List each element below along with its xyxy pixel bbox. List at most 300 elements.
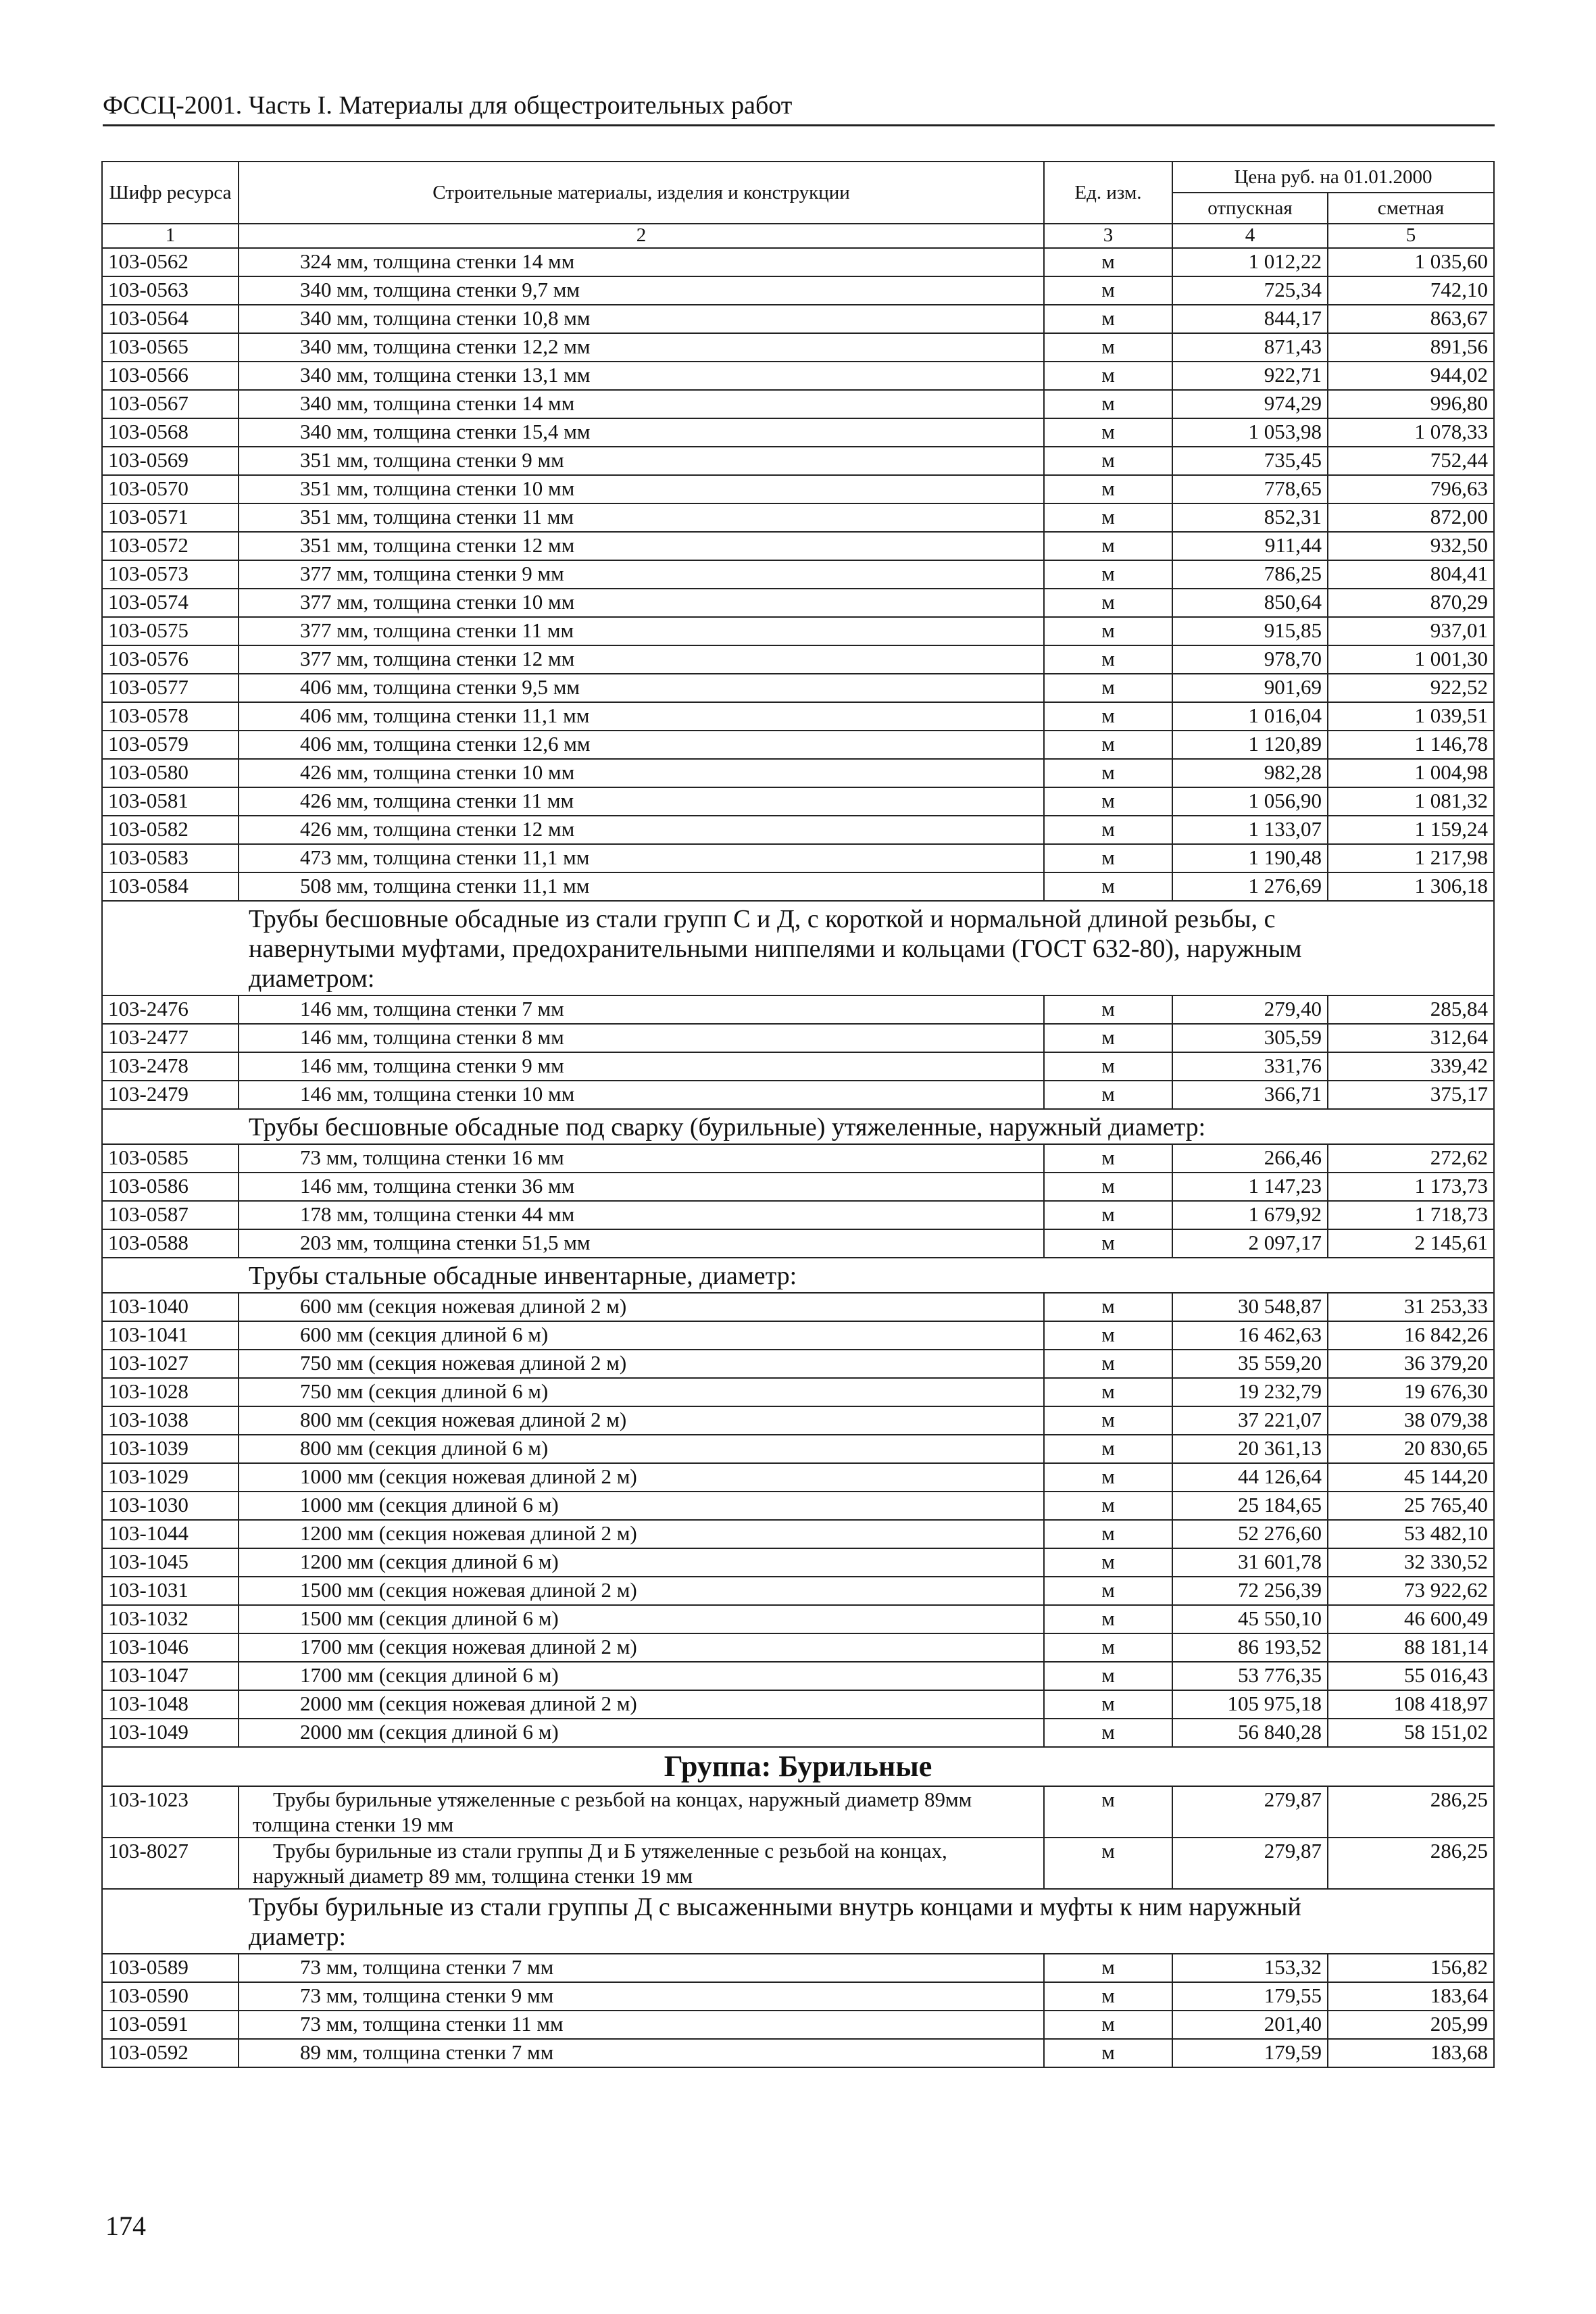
unit-cell: м bbox=[1044, 1982, 1172, 2011]
release-price: 725,34 bbox=[1172, 276, 1328, 305]
col-header-price: Цена руб. на 01.01.2000 bbox=[1172, 162, 1494, 193]
resource-code: 103-1032 bbox=[102, 1605, 239, 1633]
release-price: 37 221,07 bbox=[1172, 1406, 1328, 1435]
material-name: 89 мм, толщина стенки 7 мм bbox=[239, 2039, 1044, 2067]
estimate-price: 1 039,51 bbox=[1328, 702, 1494, 731]
release-price: 2 097,17 bbox=[1172, 1229, 1328, 1258]
estimate-price: 1 004,98 bbox=[1328, 759, 1494, 787]
resource-code: 103-0590 bbox=[102, 1982, 239, 2011]
table-row bbox=[102, 305, 1494, 333]
estimate-price: 58 151,02 bbox=[1328, 1719, 1494, 1747]
section-heading: Трубы стальные обсадные инвентарные, диаметр: bbox=[102, 1258, 1494, 1293]
table-row bbox=[102, 390, 1494, 418]
release-price: 911,44 bbox=[1172, 532, 1328, 560]
table-row bbox=[102, 1321, 1494, 1350]
resource-code: 103-0567 bbox=[102, 390, 239, 418]
col-header-release: отпускная bbox=[1172, 193, 1328, 224]
material-name: 426 мм, толщина стенки 12 мм bbox=[239, 816, 1044, 844]
release-price: 279,40 bbox=[1172, 995, 1328, 1024]
col-number-4: 4 bbox=[1172, 224, 1328, 248]
unit-cell: м bbox=[1044, 305, 1172, 333]
release-price: 20 361,13 bbox=[1172, 1435, 1328, 1463]
release-price: 1 133,07 bbox=[1172, 816, 1328, 844]
release-price: 871,43 bbox=[1172, 333, 1328, 362]
material-name: 178 мм, толщина стенки 44 мм bbox=[239, 1201, 1044, 1229]
release-price: 305,59 bbox=[1172, 1024, 1328, 1052]
material-name: 600 мм (секция ножевая длиной 2 м) bbox=[239, 1293, 1044, 1321]
resource-code: 103-1048 bbox=[102, 1690, 239, 1719]
estimate-price: 16 842,26 bbox=[1328, 1321, 1494, 1350]
unit-cell: м bbox=[1044, 589, 1172, 617]
price-table bbox=[101, 161, 1495, 2068]
estimate-price: 19 676,30 bbox=[1328, 1378, 1494, 1406]
release-price: 778,65 bbox=[1172, 475, 1328, 503]
release-price: 1 147,23 bbox=[1172, 1173, 1328, 1201]
col-number-3: 3 bbox=[1044, 224, 1172, 248]
unit-cell: м bbox=[1044, 1173, 1172, 1201]
section-heading: Трубы бесшовные обсадные под сварку (бурильные) утяжеленные, наружный диаметр: bbox=[102, 1109, 1494, 1144]
table-row bbox=[102, 1577, 1494, 1605]
table-row bbox=[102, 1052, 1494, 1081]
material-name: 406 мм, толщина стенки 11,1 мм bbox=[239, 702, 1044, 731]
table-row bbox=[102, 1954, 1494, 1982]
release-price: 72 256,39 bbox=[1172, 1577, 1328, 1605]
unit-cell: м bbox=[1044, 1024, 1172, 1052]
estimate-price: 1 078,33 bbox=[1328, 418, 1494, 447]
estimate-price: 1 217,98 bbox=[1328, 844, 1494, 872]
unit-cell: м bbox=[1044, 1520, 1172, 1548]
estimate-price: 1 081,32 bbox=[1328, 787, 1494, 816]
estimate-price: 944,02 bbox=[1328, 362, 1494, 390]
table-row bbox=[102, 844, 1494, 872]
resource-code: 103-0592 bbox=[102, 2039, 239, 2067]
table-row bbox=[102, 1293, 1494, 1321]
section-heading: Трубы бесшовные обсадные из стали групп С и Д, с короткой и нормальной длиной резьбы, с навернутыми муфтами, предохранительными ниппелями и кольцами (ГОСТ 632-80), наружным диаметром: bbox=[102, 901, 1494, 995]
resource-code: 103-1040 bbox=[102, 1293, 239, 1321]
resource-code: 103-0586 bbox=[102, 1173, 239, 1201]
estimate-price: 286,25 bbox=[1328, 1786, 1494, 1838]
estimate-price: 339,42 bbox=[1328, 1052, 1494, 1081]
table-row bbox=[102, 1690, 1494, 1719]
table-row bbox=[102, 1173, 1494, 1201]
column-number-row bbox=[102, 224, 1494, 248]
estimate-price: 183,68 bbox=[1328, 2039, 1494, 2067]
group-row bbox=[102, 1747, 1494, 1786]
material-name: 73 мм, толщина стенки 16 мм bbox=[239, 1144, 1044, 1173]
table-row bbox=[102, 1378, 1494, 1406]
table-row bbox=[102, 1081, 1494, 1109]
col-number-1: 1 bbox=[102, 224, 239, 248]
unit-cell: м bbox=[1044, 333, 1172, 362]
material-name: 340 мм, толщина стенки 15,4 мм bbox=[239, 418, 1044, 447]
unit-cell: м bbox=[1044, 1144, 1172, 1173]
table-row bbox=[102, 2011, 1494, 2039]
release-price: 153,32 bbox=[1172, 1954, 1328, 1982]
material-name: 750 мм (секция ножевая длиной 2 м) bbox=[239, 1350, 1044, 1378]
estimate-price: 1 035,60 bbox=[1328, 248, 1494, 276]
unit-cell: м bbox=[1044, 248, 1172, 276]
unit-cell: м bbox=[1044, 1201, 1172, 1229]
material-name: 73 мм, толщина стенки 7 мм bbox=[239, 1954, 1044, 1982]
section-row bbox=[102, 1109, 1494, 1144]
estimate-price: 752,44 bbox=[1328, 447, 1494, 475]
material-name: 406 мм, толщина стенки 9,5 мм bbox=[239, 674, 1044, 702]
resource-code: 103-0580 bbox=[102, 759, 239, 787]
release-price: 915,85 bbox=[1172, 617, 1328, 645]
material-name: 377 мм, толщина стенки 10 мм bbox=[239, 589, 1044, 617]
unit-cell: м bbox=[1044, 1633, 1172, 1662]
unit-cell: м bbox=[1044, 731, 1172, 759]
material-name: 800 мм (секция длиной 6 м) bbox=[239, 1435, 1044, 1463]
table-row bbox=[102, 645, 1494, 674]
estimate-price: 272,62 bbox=[1328, 1144, 1494, 1173]
estimate-price: 937,01 bbox=[1328, 617, 1494, 645]
table-row bbox=[102, 674, 1494, 702]
release-price: 25 184,65 bbox=[1172, 1492, 1328, 1520]
col-number-2: 2 bbox=[239, 224, 1044, 248]
estimate-price: 932,50 bbox=[1328, 532, 1494, 560]
estimate-price: 870,29 bbox=[1328, 589, 1494, 617]
table-row bbox=[102, 1982, 1494, 2011]
table-row bbox=[102, 731, 1494, 759]
release-price: 1 053,98 bbox=[1172, 418, 1328, 447]
unit-cell: м bbox=[1044, 1229, 1172, 1258]
estimate-price: 45 144,20 bbox=[1328, 1463, 1494, 1492]
release-price: 16 462,63 bbox=[1172, 1321, 1328, 1350]
estimate-price: 891,56 bbox=[1328, 333, 1494, 362]
table-row bbox=[102, 1605, 1494, 1633]
release-price: 974,29 bbox=[1172, 390, 1328, 418]
table-row bbox=[102, 475, 1494, 503]
unit-cell: м bbox=[1044, 1954, 1172, 1982]
release-price: 735,45 bbox=[1172, 447, 1328, 475]
release-price: 366,71 bbox=[1172, 1081, 1328, 1109]
unit-cell: м bbox=[1044, 1350, 1172, 1378]
resource-code: 103-1023 bbox=[102, 1786, 239, 1838]
unit-cell: м bbox=[1044, 475, 1172, 503]
table-row bbox=[102, 2039, 1494, 2067]
unit-cell: м bbox=[1044, 390, 1172, 418]
estimate-price: 156,82 bbox=[1328, 1954, 1494, 1982]
col-number-5: 5 bbox=[1328, 224, 1494, 248]
resource-code: 103-1049 bbox=[102, 1719, 239, 1747]
release-price: 31 601,78 bbox=[1172, 1548, 1328, 1577]
unit-cell: м bbox=[1044, 1321, 1172, 1350]
unit-cell: м bbox=[1044, 759, 1172, 787]
unit-cell: м bbox=[1044, 1719, 1172, 1747]
release-price: 1 120,89 bbox=[1172, 731, 1328, 759]
resource-code: 103-2479 bbox=[102, 1081, 239, 1109]
estimate-price: 205,99 bbox=[1328, 2011, 1494, 2039]
material-name: 351 мм, толщина стенки 12 мм bbox=[239, 532, 1044, 560]
table-row bbox=[102, 276, 1494, 305]
table-row bbox=[102, 1633, 1494, 1662]
release-price: 56 840,28 bbox=[1172, 1719, 1328, 1747]
group-title: Группа: Бурильные bbox=[102, 1747, 1494, 1786]
estimate-price: 286,25 bbox=[1328, 1838, 1494, 1889]
material-name: 1500 мм (секция длиной 6 м) bbox=[239, 1605, 1044, 1633]
unit-cell: м bbox=[1044, 1463, 1172, 1492]
table-row bbox=[102, 759, 1494, 787]
table-row bbox=[102, 1838, 1494, 1889]
material-name: 377 мм, толщина стенки 11 мм bbox=[239, 617, 1044, 645]
table-row bbox=[102, 1435, 1494, 1463]
material-name: 1700 мм (секция длиной 6 м) bbox=[239, 1662, 1044, 1690]
estimate-price: 25 765,40 bbox=[1328, 1492, 1494, 1520]
table-row bbox=[102, 447, 1494, 475]
resource-code: 103-0572 bbox=[102, 532, 239, 560]
unit-cell: м bbox=[1044, 276, 1172, 305]
section-row bbox=[102, 901, 1494, 995]
release-price: 1 056,90 bbox=[1172, 787, 1328, 816]
unit-cell: м bbox=[1044, 1052, 1172, 1081]
material-name: 1000 мм (секция ножевая длиной 2 м) bbox=[239, 1463, 1044, 1492]
estimate-price: 312,64 bbox=[1328, 1024, 1494, 1052]
material-name: 1700 мм (секция ножевая длиной 2 м) bbox=[239, 1633, 1044, 1662]
estimate-price: 922,52 bbox=[1328, 674, 1494, 702]
table-row bbox=[102, 816, 1494, 844]
material-name: 146 мм, толщина стенки 8 мм bbox=[239, 1024, 1044, 1052]
resource-code: 103-0574 bbox=[102, 589, 239, 617]
unit-cell: м bbox=[1044, 1492, 1172, 1520]
release-price: 1 190,48 bbox=[1172, 844, 1328, 872]
unit-cell: м bbox=[1044, 447, 1172, 475]
resource-code: 103-1044 bbox=[102, 1520, 239, 1548]
material-name: 800 мм (секция ножевая длиной 2 м) bbox=[239, 1406, 1044, 1435]
estimate-price: 55 016,43 bbox=[1328, 1662, 1494, 1690]
resource-code: 103-2476 bbox=[102, 995, 239, 1024]
resource-code: 103-0568 bbox=[102, 418, 239, 447]
unit-cell: м bbox=[1044, 503, 1172, 532]
material-name: 146 мм, толщина стенки 36 мм bbox=[239, 1173, 1044, 1201]
unit-cell: м bbox=[1044, 1786, 1172, 1838]
material-name: 1500 мм (секция ножевая длиной 2 м) bbox=[239, 1577, 1044, 1605]
page-number: 174 bbox=[105, 2211, 146, 2241]
material-name: 324 мм, толщина стенки 14 мм bbox=[239, 248, 1044, 276]
resource-code: 103-0575 bbox=[102, 617, 239, 645]
resource-code: 103-0589 bbox=[102, 1954, 239, 1982]
table-row bbox=[102, 1662, 1494, 1690]
col-header-unit: Ед. изм. bbox=[1044, 162, 1172, 224]
material-name: 426 мм, толщина стенки 11 мм bbox=[239, 787, 1044, 816]
unit-cell: м bbox=[1044, 1838, 1172, 1889]
resource-code: 103-0573 bbox=[102, 560, 239, 589]
resource-code: 103-0582 bbox=[102, 816, 239, 844]
section-row bbox=[102, 1889, 1494, 1954]
release-price: 1 276,69 bbox=[1172, 872, 1328, 901]
estimate-price: 863,67 bbox=[1328, 305, 1494, 333]
table-row bbox=[102, 248, 1494, 276]
material-name: 426 мм, толщина стенки 10 мм bbox=[239, 759, 1044, 787]
material-name: 351 мм, толщина стенки 10 мм bbox=[239, 475, 1044, 503]
release-price: 279,87 bbox=[1172, 1838, 1328, 1889]
material-name: 2000 мм (секция ножевая длиной 2 м) bbox=[239, 1690, 1044, 1719]
table-row bbox=[102, 702, 1494, 731]
material-name: Трубы бурильные из стали группы Д и Б утяжеленные с резьбой на концах, наружный диаметр 89 мм, толщина стенки 19 мм bbox=[239, 1838, 1044, 1889]
table-row bbox=[102, 1520, 1494, 1548]
running-title: ФССЦ-2001. Часть I. Материалы для общестроительных работ bbox=[103, 89, 1495, 126]
resource-code: 103-1038 bbox=[102, 1406, 239, 1435]
resource-code: 103-0587 bbox=[102, 1201, 239, 1229]
unit-cell: м bbox=[1044, 1605, 1172, 1633]
resource-code: 103-1047 bbox=[102, 1662, 239, 1690]
table-row bbox=[102, 1492, 1494, 1520]
resource-code: 103-0565 bbox=[102, 333, 239, 362]
unit-cell: м bbox=[1044, 872, 1172, 901]
table-row bbox=[102, 1463, 1494, 1492]
release-price: 982,28 bbox=[1172, 759, 1328, 787]
material-name: 146 мм, толщина стенки 7 мм bbox=[239, 995, 1044, 1024]
resource-code: 103-0577 bbox=[102, 674, 239, 702]
unit-cell: м bbox=[1044, 1548, 1172, 1577]
release-price: 105 975,18 bbox=[1172, 1690, 1328, 1719]
release-price: 786,25 bbox=[1172, 560, 1328, 589]
release-price: 179,59 bbox=[1172, 2039, 1328, 2067]
estimate-price: 796,63 bbox=[1328, 475, 1494, 503]
unit-cell: м bbox=[1044, 1378, 1172, 1406]
estimate-price: 996,80 bbox=[1328, 390, 1494, 418]
estimate-price: 108 418,97 bbox=[1328, 1690, 1494, 1719]
material-name: 2000 мм (секция длиной 6 м) bbox=[239, 1719, 1044, 1747]
material-name: 750 мм (секция длиной 6 м) bbox=[239, 1378, 1044, 1406]
resource-code: 103-0591 bbox=[102, 2011, 239, 2039]
unit-cell: м bbox=[1044, 418, 1172, 447]
table-row bbox=[102, 1719, 1494, 1747]
table-row bbox=[102, 418, 1494, 447]
material-name: 600 мм (секция длиной 6 м) bbox=[239, 1321, 1044, 1350]
unit-cell: м bbox=[1044, 1690, 1172, 1719]
resource-code: 103-1041 bbox=[102, 1321, 239, 1350]
release-price: 30 548,87 bbox=[1172, 1293, 1328, 1321]
unit-cell: м bbox=[1044, 2039, 1172, 2067]
table-row bbox=[102, 1144, 1494, 1173]
estimate-price: 1 001,30 bbox=[1328, 645, 1494, 674]
unit-cell: м bbox=[1044, 560, 1172, 589]
estimate-price: 88 181,14 bbox=[1328, 1633, 1494, 1662]
col-header-name: Строительные материалы, изделия и конструкции bbox=[239, 162, 1044, 224]
estimate-price: 1 718,73 bbox=[1328, 1201, 1494, 1229]
unit-cell: м bbox=[1044, 816, 1172, 844]
estimate-price: 1 159,24 bbox=[1328, 816, 1494, 844]
table-row bbox=[102, 1406, 1494, 1435]
release-price: 45 550,10 bbox=[1172, 1605, 1328, 1633]
release-price: 86 193,52 bbox=[1172, 1633, 1328, 1662]
release-price: 1 016,04 bbox=[1172, 702, 1328, 731]
table-row bbox=[102, 787, 1494, 816]
unit-cell: м bbox=[1044, 1081, 1172, 1109]
table-row bbox=[102, 589, 1494, 617]
release-price: 850,64 bbox=[1172, 589, 1328, 617]
estimate-price: 36 379,20 bbox=[1328, 1350, 1494, 1378]
unit-cell: м bbox=[1044, 1435, 1172, 1463]
resource-code: 103-0584 bbox=[102, 872, 239, 901]
table-row bbox=[102, 362, 1494, 390]
estimate-price: 46 600,49 bbox=[1328, 1605, 1494, 1633]
resource-code: 103-0576 bbox=[102, 645, 239, 674]
table-row bbox=[102, 617, 1494, 645]
estimate-price: 872,00 bbox=[1328, 503, 1494, 532]
estimate-price: 804,41 bbox=[1328, 560, 1494, 589]
release-price: 179,55 bbox=[1172, 1982, 1328, 2011]
material-name: 146 мм, толщина стенки 9 мм bbox=[239, 1052, 1044, 1081]
table-row bbox=[102, 1786, 1494, 1838]
resource-code: 103-0578 bbox=[102, 702, 239, 731]
resource-code: 103-0579 bbox=[102, 731, 239, 759]
estimate-price: 73 922,62 bbox=[1328, 1577, 1494, 1605]
unit-cell: м bbox=[1044, 1577, 1172, 1605]
resource-code: 103-1046 bbox=[102, 1633, 239, 1662]
unit-cell: м bbox=[1044, 1662, 1172, 1690]
material-name: 146 мм, толщина стенки 10 мм bbox=[239, 1081, 1044, 1109]
resource-code: 103-1029 bbox=[102, 1463, 239, 1492]
unit-cell: м bbox=[1044, 617, 1172, 645]
material-name: 340 мм, толщина стенки 9,7 мм bbox=[239, 276, 1044, 305]
section-heading: Трубы бурильные из стали группы Д с высаженными внутрь концами и муфты к ним наружный диаметр: bbox=[102, 1889, 1494, 1954]
release-price: 844,17 bbox=[1172, 305, 1328, 333]
release-price: 266,46 bbox=[1172, 1144, 1328, 1173]
resource-code: 103-0570 bbox=[102, 475, 239, 503]
unit-cell: м bbox=[1044, 674, 1172, 702]
estimate-price: 742,10 bbox=[1328, 276, 1494, 305]
estimate-price: 183,64 bbox=[1328, 1982, 1494, 2011]
resource-code: 103-1028 bbox=[102, 1378, 239, 1406]
material-name: 340 мм, толщина стенки 10,8 мм bbox=[239, 305, 1044, 333]
release-price: 19 232,79 bbox=[1172, 1378, 1328, 1406]
release-price: 852,31 bbox=[1172, 503, 1328, 532]
resource-code: 103-1039 bbox=[102, 1435, 239, 1463]
resource-code: 103-0566 bbox=[102, 362, 239, 390]
material-name: 406 мм, толщина стенки 12,6 мм bbox=[239, 731, 1044, 759]
unit-cell: м bbox=[1044, 702, 1172, 731]
unit-cell: м bbox=[1044, 362, 1172, 390]
material-name: 1000 мм (секция длиной 6 м) bbox=[239, 1492, 1044, 1520]
resource-code: 103-2478 bbox=[102, 1052, 239, 1081]
release-price: 331,76 bbox=[1172, 1052, 1328, 1081]
estimate-price: 20 830,65 bbox=[1328, 1435, 1494, 1463]
release-price: 52 276,60 bbox=[1172, 1520, 1328, 1548]
resource-code: 103-2477 bbox=[102, 1024, 239, 1052]
table-row bbox=[102, 1024, 1494, 1052]
material-name: 1200 мм (секция ножевая длиной 2 м) bbox=[239, 1520, 1044, 1548]
unit-cell: м bbox=[1044, 1293, 1172, 1321]
release-price: 35 559,20 bbox=[1172, 1350, 1328, 1378]
unit-cell: м bbox=[1044, 1406, 1172, 1435]
table-row bbox=[102, 1229, 1494, 1258]
col-header-code: Шифр ресурса bbox=[102, 162, 239, 224]
resource-code: 103-0585 bbox=[102, 1144, 239, 1173]
resource-code: 103-0581 bbox=[102, 787, 239, 816]
table-row bbox=[102, 1548, 1494, 1577]
release-price: 922,71 bbox=[1172, 362, 1328, 390]
estimate-price: 2 145,61 bbox=[1328, 1229, 1494, 1258]
release-price: 53 776,35 bbox=[1172, 1662, 1328, 1690]
resource-code: 103-0571 bbox=[102, 503, 239, 532]
release-price: 1 679,92 bbox=[1172, 1201, 1328, 1229]
table-row bbox=[102, 333, 1494, 362]
resource-code: 103-1045 bbox=[102, 1548, 239, 1577]
resource-code: 103-0588 bbox=[102, 1229, 239, 1258]
material-name: 377 мм, толщина стенки 12 мм bbox=[239, 645, 1044, 674]
col-header-estimate: сметная bbox=[1328, 193, 1494, 224]
unit-cell: м bbox=[1044, 787, 1172, 816]
table-row bbox=[102, 1201, 1494, 1229]
release-price: 201,40 bbox=[1172, 2011, 1328, 2039]
resource-code: 103-1027 bbox=[102, 1350, 239, 1378]
release-price: 279,87 bbox=[1172, 1786, 1328, 1838]
estimate-price: 375,17 bbox=[1328, 1081, 1494, 1109]
unit-cell: м bbox=[1044, 645, 1172, 674]
resource-code: 103-0569 bbox=[102, 447, 239, 475]
